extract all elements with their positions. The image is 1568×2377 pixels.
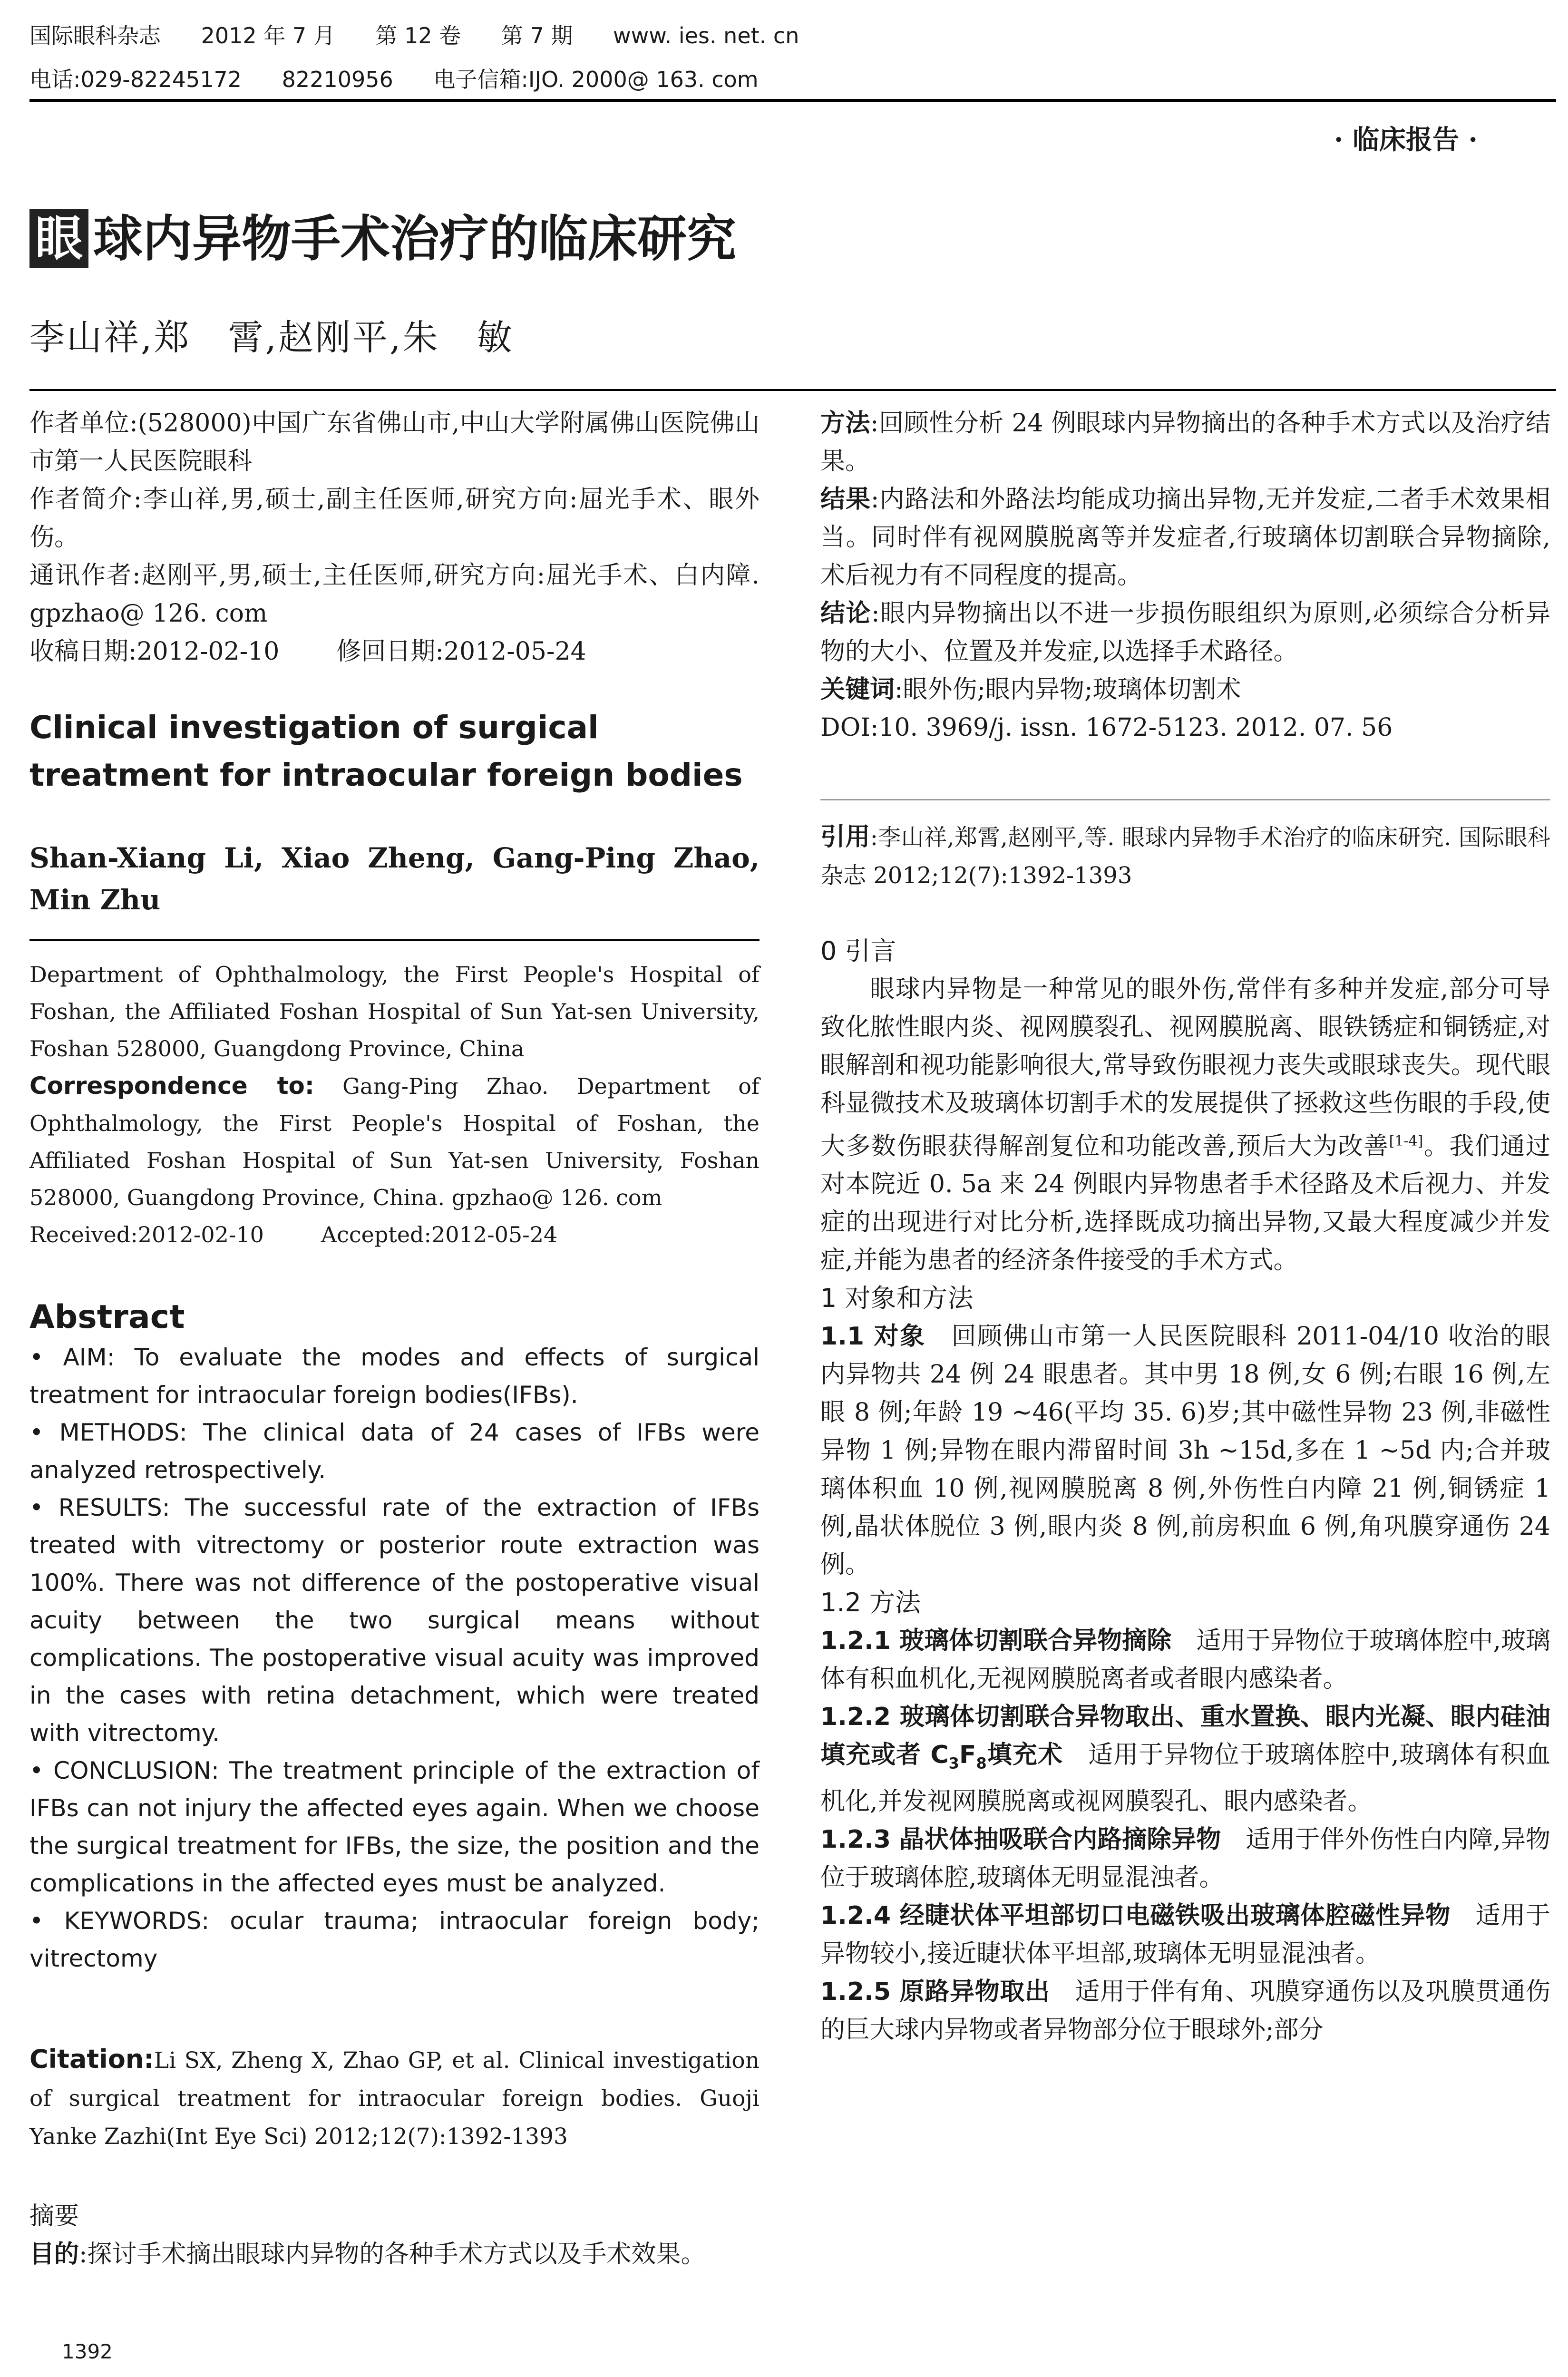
- s122-sub2: 8: [976, 1754, 987, 1773]
- cn-conclusion: :眼内异物摘出以不进一步损伤眼组织为原则,必须综合分析异物的大小、位置及并发症,以选择手术路径。: [820, 599, 1550, 666]
- section-tag: · 临床报告 ·: [1334, 124, 1478, 156]
- intro-text: 眼球内异物是一种常见的眼外伤,常伴有多种并发症,部分可导致化脓性眼内炎、视网膜裂孔、视网膜脱离、眼铁锈症和铜锈症,对眼解剖和视功能影响很大,常导致伤眼视力丧失或眼球丧失。现代眼科显微技术及玻璃体切割手术的发展提供了拯救这些伤眼的手段,使大多数伤眼获得解剖复位和功能改善,预后大为改善: [820, 975, 1550, 1161]
- title-rule: [29, 389, 1556, 391]
- abstract-body: [29, 1339, 760, 1978]
- cn-aim: :探讨手术摘出眼球内异物的各种手术方式以及手术效果。: [79, 2240, 706, 2269]
- cn-conclusion-label: 结论: [820, 599, 872, 628]
- s125-text: 适用于伴有角、巩膜穿通伤以及巩膜贯通伤的巨大球内异物或者异物部分位于眼球外;部分: [820, 1977, 1550, 2044]
- cn-abstract-cont: [820, 404, 1550, 747]
- s121-text: 适用于异物位于玻璃体腔中,玻璃体有积血机化,无视网膜脱离者或者眼内感染者。: [820, 1627, 1550, 1694]
- department: Department of Ophthalmology, the First People's Hospital of Foshan, the Affiliated Foshan Hospital of Sun Yat-sen University, Foshan 528000, Guangdong Province, China: [29, 962, 760, 1062]
- body-text: [820, 932, 1550, 2049]
- authors: 李山祥,郑 霄,赵刚平,朱 敏: [29, 317, 514, 358]
- cn-results-label: 结果: [820, 485, 871, 514]
- received-date: 收稿日期:2012-02-10: [29, 637, 280, 666]
- bio-label: 作者简介: [29, 485, 134, 514]
- phone2: 82210956: [282, 67, 393, 92]
- title-initial: 眼: [29, 209, 88, 268]
- author-bio: :李山祥,男,硕士,副主任医师,研究方向:屈光手术、眼外伤。: [29, 485, 760, 552]
- citation-text: Li SX, Zheng X, Zhao GP, et al. Clinical investigation of surgical treatment for intraocular foreign bodies. Guoji Yanke Zazhi(Int Eye Sci) 2012;12(7):1392-1393: [29, 2047, 760, 2150]
- received-en: Received:2012-02-10: [29, 1222, 264, 1247]
- s121-label: 1.2.1 玻璃体切割联合异物摘除: [820, 1627, 1172, 1656]
- doi-rule: [820, 799, 1550, 800]
- intro-text-2: 。我们通过对本院近 0. 5a 来 24 例眼内异物患者手术径路及术后视力、并发症的出现进行对比分析,选择既成功摘出异物,又最大程度减少并发症,并能为患者的经济条件接受的手术方式。: [820, 1132, 1550, 1275]
- authors-rule: [29, 939, 760, 941]
- journal-header-line2: [29, 65, 792, 94]
- s123-label: 1.2.3 晶状体抽吸联合内路摘除异物: [820, 1825, 1221, 1854]
- intro-heading: 0 引言: [820, 936, 896, 966]
- abstract-keywords: • KEYWORDS: ocular trauma; intraocular foreign body; vitrectomy: [29, 1907, 760, 1972]
- header-rule: [29, 99, 1556, 102]
- affiliation: :(528000)中国广东省佛山市,中山大学附属佛山医院佛山市第一人民医院眼科: [29, 409, 760, 476]
- cn-keywords-label: 关键词: [820, 675, 895, 704]
- correspondence: Gang-Ping Zhao. Department of Ophthalmology, the First People's Hospital of Foshan, the Affiliated Foshan Hospital of Sun Yat-sen University, Foshan 528000, Guangdong Province, China. gpzhao@ 126. com: [29, 1073, 760, 1210]
- abstract-heading: Abstract: [29, 1298, 185, 1336]
- issue: 第 7 期: [501, 23, 573, 49]
- phone: 电话:029-82245172: [29, 67, 242, 92]
- cn-keywords: :眼外伤;眼内异物;玻璃体切割术: [895, 675, 1241, 704]
- intro-paragraph: [820, 970, 1550, 1279]
- s122-label-text: 1.2.2 玻璃体切割联合异物取出、重水置换、眼内光凝、眼内硅油填充或者 C: [820, 1703, 1550, 1770]
- cn-citation-text: :李山祥,郑霄,赵刚平,等. 眼球内异物手术治疗的临床研究. 国际眼科杂志 2012;12(7):1392-1393: [820, 824, 1550, 889]
- affil-label: 作者单位: [29, 409, 130, 438]
- page-title: 球内异物手术治疗的临床研究: [93, 210, 737, 268]
- email: 电子信箱:IJO. 2000@ 163. com: [433, 67, 759, 92]
- corr-label: 通讯作者: [29, 561, 133, 590]
- abstract-methods: • METHODS: The clinical data of 24 cases of IFBs were analyzed retrospectively.: [29, 1419, 760, 1484]
- author-meta: [29, 404, 760, 671]
- accepted-en: Accepted:2012-05-24: [321, 1222, 558, 1247]
- s124-label: 1.2.4 经睫状体平坦部切口电磁铁吸出玻璃体腔磁性异物: [820, 1901, 1451, 1930]
- s11-label: 1.1 对象: [820, 1322, 926, 1351]
- citation-block: [29, 2040, 760, 2156]
- english-title: Clinical investigation of surgical treatment for intraocular foreign bodies: [29, 709, 743, 793]
- intro-ref: [1-4]: [1389, 1133, 1423, 1150]
- correspondence-label: Correspondence to:: [29, 1072, 314, 1100]
- journal-header-line1: [29, 21, 832, 50]
- cn-abstract-heading: 摘要: [29, 2202, 79, 2231]
- s122-sub1: 3: [948, 1754, 959, 1773]
- department-block: [29, 956, 760, 1253]
- citation-label: Citation:: [29, 2044, 154, 2074]
- s123-text: 适用于伴外伤性白内障,异物位于玻璃体腔,玻璃体无明显混浊者。: [820, 1825, 1550, 1892]
- cn-methods: :回顾性分析 24 例眼球内异物摘出的各种手术方式以及治疗结果。: [820, 409, 1550, 476]
- s124-text: 适用于异物较小,接近睫状体平坦部,玻璃体无明显混浊者。: [820, 1901, 1550, 1968]
- cn-results: :内路法和外路法均能成功摘出异物,无并发症,二者手术效果相当。同时伴有视网膜脱离等并发症者,行玻璃体切割联合异物摘除,术后视力有不同程度的提高。: [820, 485, 1550, 590]
- website: www. ies. net. cn: [613, 23, 799, 49]
- revised-date: 修回日期:2012-05-24: [336, 637, 586, 666]
- s122-label-end: 填充术: [986, 1741, 1063, 1770]
- s11-text: 回顾佛山市第一人民医院眼科 2011-04/10 收治的眼内异物共 24 例 24 眼患者。其中男 18 例,女 6 例;右眼 16 例,左眼 8 例;年龄 19 ~46(平均 35. 6)岁;其中磁性异物 23 例,非磁性异物 1 例;异物在眼内滞留时间 3h ~15d,多在 1 ~5d 内;合并玻璃体积血 10 例,视网膜脱离 8 例,外伤性白内障 21 例,铜锈症 1 例,晶状体脱位 3 例,眼内炎 8 例,前房积血 6 例,角巩膜穿通伤 24 例。: [820, 1322, 1550, 1579]
- section1-heading: 1 对象和方法: [820, 1283, 974, 1314]
- corresponding-author: :赵刚平,男,硕士,主任医师,研究方向:屈光手术、白内障. gpzhao@ 126. com: [29, 561, 760, 628]
- doi: DOI:10. 3969/j. issn. 1672-5123. 2012. 07. 56: [820, 713, 1393, 742]
- cn-citation-label: 引用: [820, 823, 870, 851]
- volume: 第 12 卷: [375, 23, 461, 49]
- s125-label: 1.2.5 原路异物取出: [820, 1977, 1050, 2006]
- s122-text: 适用于异物位于玻璃体腔中,玻璃体有积血机化,并发视网膜脱离或视网膜裂孔、眼内感染者。: [820, 1741, 1550, 1816]
- issue-date: 2012 年 7 月: [201, 23, 335, 49]
- english-authors: Shan-Xiang Li, Xiao Zheng, Gang-Ping Zhao, Min Zhu: [29, 842, 760, 916]
- cn-citation: [820, 818, 1550, 895]
- abstract-results: • RESULTS: The successful rate of the extraction of IFBs treated with vitrectomy or posterior route extraction was 100%. There was not difference of the postoperative visual acuity between the two surgical means without complications. The postoperative visual acuity was improved in the cases with retina detachment, which were treated with vitrectomy.: [29, 1494, 760, 1747]
- abstract-conclusion: • CONCLUSION: The treatment principle of the extraction of IFBs can not injury the affected eyes again. When we choose the surgical treatment for IFBs, the size, the position and the complications in the affected eyes must be analyzed.: [29, 1757, 760, 1897]
- page-number: 1392: [62, 2340, 113, 2363]
- abstract-aim: • AIM: To evaluate the modes and effects of surgical treatment for intraocular foreign bodies(IFBs).: [29, 1344, 760, 1409]
- s12-heading: 1.2 方法: [820, 1588, 921, 1618]
- s122-mid: F: [959, 1741, 976, 1770]
- journal-name: 国际眼科杂志: [29, 23, 161, 49]
- cn-aim-label: 目的: [29, 2240, 79, 2269]
- cn-abstract-start: [29, 2197, 760, 2273]
- cn-methods-label: 方法: [820, 409, 870, 438]
